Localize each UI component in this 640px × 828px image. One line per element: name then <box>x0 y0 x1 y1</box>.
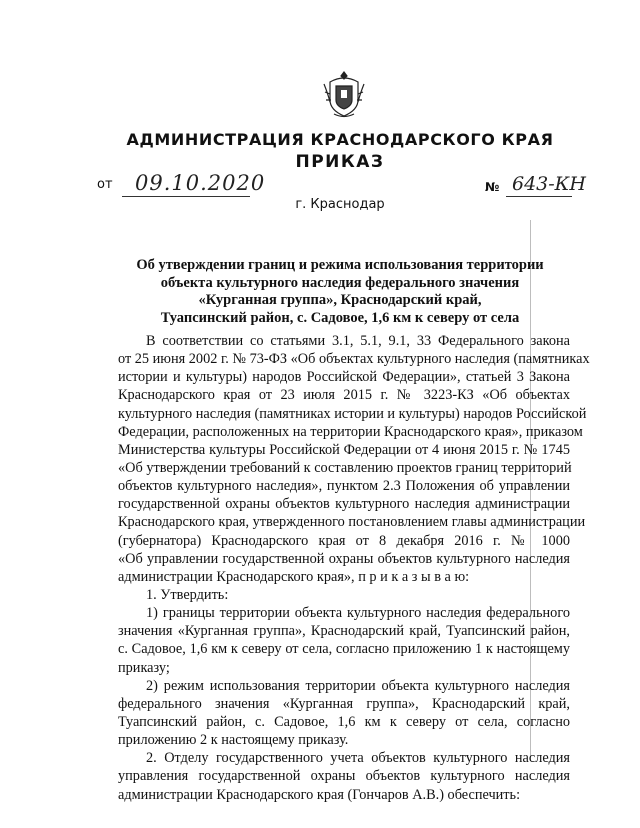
organization-title: АДМИНИСТРАЦИЯ КРАСНОДАРСКОГО КРАЯ <box>126 130 554 149</box>
body-line: администрации Краснодарского края (Гончаров А.В.) обеспечить: <box>118 786 521 803</box>
body-line: «Об управлении государственной охраны объектов культурного наследия <box>118 550 570 567</box>
body-line: «Об утверждении требований к составлению проектов границ территорий <box>118 459 572 476</box>
body-line: объектов культурного наследия», пунктом 2.3 Положения об управлении <box>118 478 570 495</box>
city-line: г. Краснодар <box>295 197 385 212</box>
subject-line: «Курганная группа», Краснодарский край, <box>198 292 482 308</box>
number-prefix: № <box>485 180 500 194</box>
order-subject <box>120 257 560 327</box>
body-line: от 25 июня 2002 г. № 73-ФЗ «Об объектах культурного наследия (памятниках <box>118 351 590 368</box>
handwritten-number: 643-КН <box>512 173 586 195</box>
document-type: ПРИКАЗ <box>295 152 385 172</box>
body-line: (губернатора) Краснодарского края от 8 декабря 2016 г. № 1000 <box>118 532 570 549</box>
body-line: управления государственной охраны объектов культурного наследия <box>118 768 570 785</box>
body-line: Туапсинский район, с. Садовое, 1,6 км к северу от села, согласно <box>118 713 570 730</box>
body-line: 2) режим использования территории объекта культурного наследия <box>146 677 570 694</box>
handwritten-date: 09.10.2020 <box>135 171 266 195</box>
body-line: Министерства культуры Российской Федерации от 4 июня 2015 г. № 1745 <box>118 441 570 458</box>
body-line: государственной охраны объектов культурного наследия администрации <box>118 496 570 513</box>
body-line: Краснодарского края, утвержденного постановлением главы администрации <box>118 514 586 531</box>
subject-line: Туапсинский район, с. Садовое, 1,6 км к северу от села <box>160 309 520 326</box>
subject-line: объекта культурного наследия федерального значения <box>160 274 520 291</box>
body-line: Краснодарского края от 23 июля 2015 г. № 3223-КЗ «Об объектах <box>118 387 570 404</box>
order-body <box>118 332 590 804</box>
body-line: истории и культуры) народов Российской Федерации», статьей 3 Закона <box>118 369 570 386</box>
body-line: 2. Отделу государственного учета объектов культурного наследия <box>146 750 570 767</box>
body-line: 1) границы территории объекта культурного наследия федерального <box>146 605 570 622</box>
body-line: 1. Утвердить: <box>146 586 229 603</box>
body-line: администрации Краснодарского края», п р и к а з ы в а ю: <box>118 568 470 585</box>
coat-of-arms-emblem <box>322 70 366 120</box>
body-line: культурного наследия (памятниках истории и культуры) народов Российской <box>118 405 587 422</box>
body-line: приложению 2 к настоящему приказу. <box>118 732 349 749</box>
body-line: В соответствии со статьями 3.1, 5.1, 9.1, 33 Федерального закона <box>146 333 570 349</box>
subject-line: Об утверждении границ и режима использования территории <box>136 257 544 273</box>
body-line: с. Садовое, 1,6 км к северу от села, согласно приложению 1 к настоящему <box>118 641 570 658</box>
date-prefix: от <box>97 177 113 192</box>
body-line: федерального значения «Курганная группа», Краснодарский край, <box>118 695 570 712</box>
body-line: приказу; <box>118 659 170 676</box>
body-line: значения «Курганная группа», Краснодарский край, Туапсинский район, <box>118 623 570 640</box>
body-line: Федерации, расположенных на территории Краснодарского края», приказом <box>118 423 583 440</box>
